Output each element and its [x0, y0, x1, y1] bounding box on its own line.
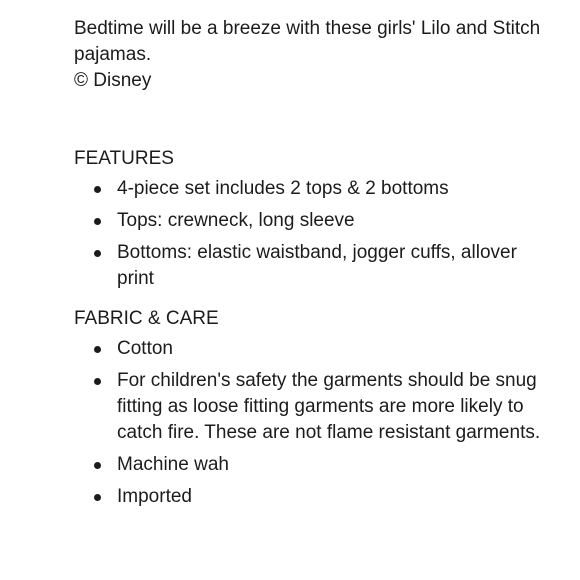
bullet-icon [94, 494, 101, 501]
list-item [74, 368, 544, 446]
list-item-text: Cotton [117, 338, 173, 359]
bullet-icon [94, 218, 101, 225]
bullet-icon [94, 462, 101, 469]
bullet-icon [94, 346, 101, 353]
list-item-text: Tops: crewneck, long sleeve [117, 210, 355, 231]
product-details [74, 16, 544, 516]
features-heading: FEATURES [74, 148, 174, 169]
list-item [74, 240, 544, 292]
product-description [74, 16, 544, 94]
bullet-icon [94, 186, 101, 193]
list-item [74, 336, 544, 362]
list-item [74, 452, 544, 478]
description-text: Bedtime will be a breeze with these girls' Lilo and Stitch pajamas. [74, 18, 541, 65]
bullet-icon [94, 378, 101, 385]
list-item-text: Machine wah [117, 454, 229, 475]
features-list [74, 176, 544, 292]
list-item [74, 484, 544, 510]
fabric-care-list [74, 336, 544, 510]
list-item-text: 4-piece set includes 2 tops & 2 bottoms [117, 178, 449, 199]
list-item [74, 208, 544, 234]
list-item-text: Bottoms: elastic waistband, jogger cuffs, allover print [117, 242, 517, 289]
list-item [74, 176, 544, 202]
copyright-text: © Disney [74, 70, 152, 91]
fabric-care-heading: FABRIC & CARE [74, 308, 219, 329]
list-item-text: Imported [117, 486, 192, 507]
bullet-icon [94, 250, 101, 257]
list-item-text: For children's safety the garments should be snug fitting as loose fitting garments are more likely to catch fire. These are not flame resistant garments. [117, 370, 541, 443]
